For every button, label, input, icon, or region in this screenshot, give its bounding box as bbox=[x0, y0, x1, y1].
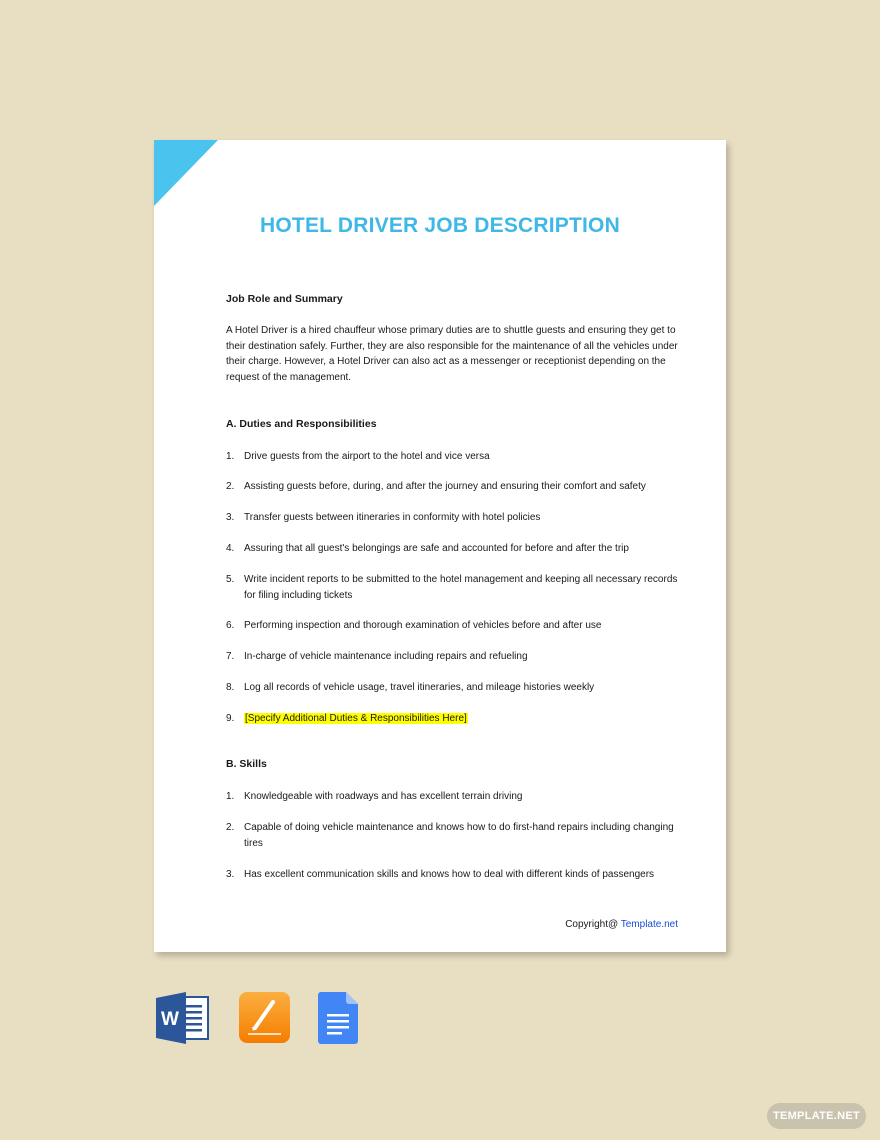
list-text bbox=[244, 711, 686, 727]
list-text: Write incident reports to be submitted to the hotel management and keeping all necessary records for filing including tickets bbox=[244, 574, 678, 601]
list-text: Has excellent communication skills and knows how to deal with different kinds of passengers bbox=[244, 869, 655, 880]
list-text: Performing inspection and thorough examination of vehicles before and after use bbox=[244, 620, 602, 631]
document-title: HOTEL DRIVER JOB DESCRIPTION bbox=[260, 214, 620, 237]
list-text: In-charge of vehicle maintenance including repairs and refueling bbox=[244, 651, 528, 662]
skills-heading: B. Skills bbox=[226, 758, 267, 770]
list-number: 7. bbox=[226, 651, 235, 662]
summary-heading: Job Role and Summary bbox=[226, 293, 343, 305]
list-item bbox=[226, 649, 686, 665]
duties-heading: A. Duties and Responsibilities bbox=[226, 418, 377, 430]
list-item bbox=[226, 680, 686, 696]
list-number: 2. bbox=[226, 822, 235, 833]
google-docs-icon[interactable] bbox=[318, 992, 358, 1044]
placeholder-highlight: [Specify Additional Duties & Responsibilities Here] bbox=[245, 713, 467, 724]
list-item bbox=[226, 541, 686, 557]
list-text: Assuring that all guest's belongings are safe and accounted for before and after the trip bbox=[244, 543, 629, 554]
corner-accent bbox=[154, 140, 218, 206]
list-number: 9. bbox=[226, 713, 235, 724]
list-text: Capable of doing vehicle maintenance and knows how to do first-hand repairs including changing tires bbox=[244, 822, 674, 849]
list-item bbox=[226, 510, 686, 526]
list-item bbox=[226, 479, 686, 495]
list-number: 6. bbox=[226, 620, 235, 631]
list-text: Knowledgeable with roadways and has excellent terrain driving bbox=[244, 791, 523, 802]
document-page bbox=[154, 140, 726, 952]
summary-paragraph: A Hotel Driver is a hired chauffeur whose primary duties are to shuttle guests and ensuring they get to their destination safely. Further, they are also responsible for the maintenance of all the vehicles under their charge. However, a Hotel Driver can also act as a messenger or receptionist depending on the request of the management. bbox=[226, 325, 678, 383]
template-net-badge[interactable]: TEMPLATE.NET bbox=[767, 1103, 866, 1129]
copyright-prefix: Copyright@ bbox=[565, 919, 621, 930]
word-letter: W bbox=[161, 1009, 179, 1030]
pages-icon[interactable] bbox=[239, 992, 290, 1043]
list-number: 1. bbox=[226, 791, 235, 802]
list-text: Transfer guests between itineraries in conformity with hotel policies bbox=[244, 512, 541, 523]
list-item bbox=[226, 572, 686, 603]
list-item bbox=[226, 789, 686, 805]
list-item bbox=[226, 449, 686, 465]
list-number: 4. bbox=[226, 543, 235, 554]
list-item bbox=[226, 820, 686, 851]
word-icon[interactable] bbox=[156, 992, 210, 1044]
copyright-link[interactable]: Template.net bbox=[620, 919, 678, 930]
copyright-line bbox=[565, 919, 678, 930]
list-text: Drive guests from the airport to the hotel and vice versa bbox=[244, 451, 490, 462]
list-number: 3. bbox=[226, 869, 235, 880]
list-number: 2. bbox=[226, 481, 235, 492]
list-item bbox=[226, 711, 686, 727]
list-number: 5. bbox=[226, 574, 235, 585]
list-number: 3. bbox=[226, 512, 235, 523]
list-item bbox=[226, 867, 686, 883]
list-number: 8. bbox=[226, 682, 235, 693]
list-number: 1. bbox=[226, 451, 235, 462]
list-item bbox=[226, 618, 686, 634]
list-text: Log all records of vehicle usage, travel itineraries, and mileage histories weekly bbox=[244, 682, 595, 693]
list-text: Assisting guests before, during, and after the journey and ensuring their comfort and safety bbox=[244, 481, 646, 492]
